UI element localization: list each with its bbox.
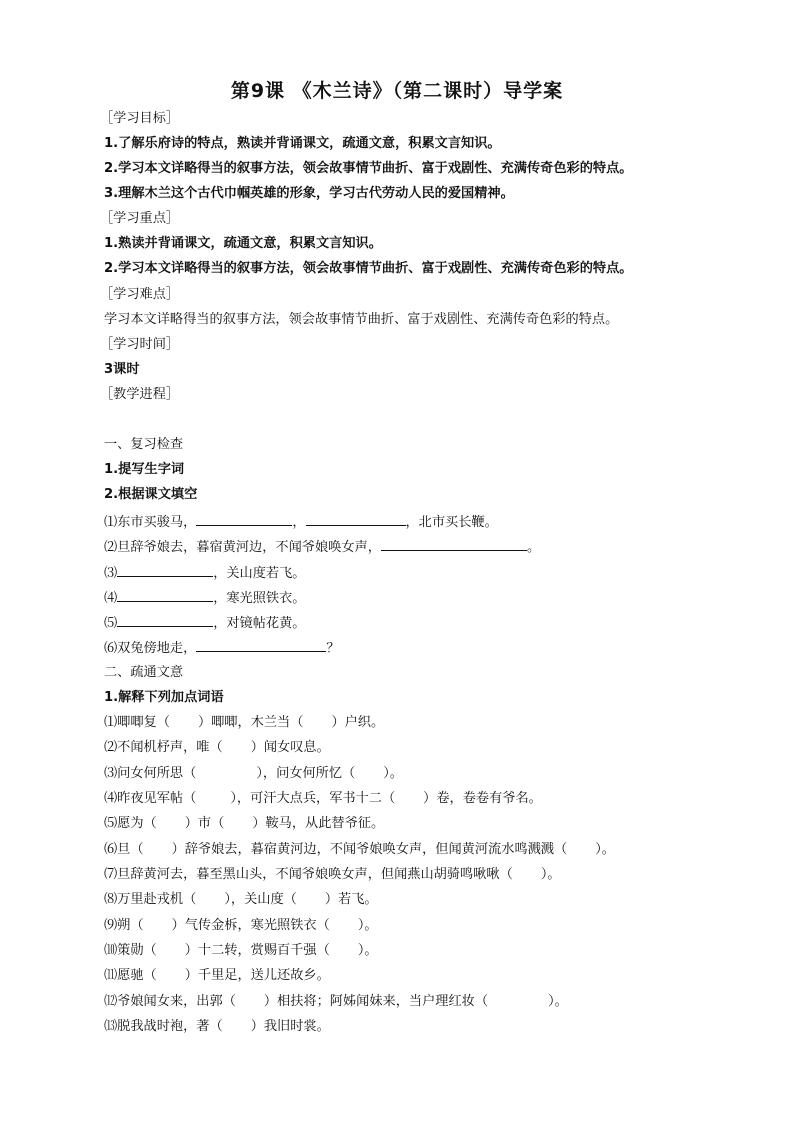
question-text: ⑶问女何所思（ (104, 766, 197, 781)
answer-blank[interactable] (117, 613, 213, 627)
part1-item2: 2.根据课文填空 (104, 487, 198, 502)
question-11 (104, 967, 330, 985)
time-header: ［学习时间］ (100, 337, 180, 352)
question-text: ⒀脱我战时袍，著（ (104, 1019, 223, 1034)
question-text: ⑽策勋（ (104, 943, 157, 958)
process-header: ［教学进程］ (100, 387, 180, 402)
question-text: ⑿爷娘闻女来，出郭（ (104, 994, 236, 1009)
question-text: ）气传金柝，寒光照铁衣（ (171, 918, 330, 933)
question-text: ⑹旦（ (104, 842, 144, 857)
question-text: ），问女何所忆（ (256, 766, 356, 781)
fill-text: ，寒光照铁衣。 (213, 591, 306, 606)
question-text: ⑸愿为（ (104, 816, 157, 831)
part2-item1: 1.解释下列加点词语 (104, 690, 224, 705)
fill-line-4 (104, 588, 306, 608)
question-4 (104, 790, 542, 808)
fill-text: ，关山度若飞。 (213, 566, 306, 581)
fill-line-5 (104, 613, 306, 633)
question-text: ⑴唧唧复（ (104, 715, 170, 730)
fill-text: ？ (326, 641, 340, 656)
question-text: ）相扶将；阿姊闻妹来，当户理红妆（ (263, 994, 489, 1009)
fill-text: ，对镜帖花黄。 (213, 616, 306, 631)
question-5 (104, 815, 384, 833)
objective-3: 3.理解木兰这个古代巾帼英雄的形象，学习古代劳动人民的爱国精神。 (104, 186, 514, 201)
fill-text: ⑹双兔傍地走， (104, 641, 197, 656)
question-text: ）。 (357, 943, 378, 958)
question-12 (104, 993, 568, 1011)
fill-text: ⑵旦辞爷娘去，暮宿黄河边，不闻爷娘唤女声， (104, 540, 381, 555)
question-text: ）。 (357, 918, 378, 933)
question-text: ）。 (595, 842, 615, 857)
part1-item1: 1.提写生字词 (104, 462, 185, 477)
objectives-header: ［学习目标］ (100, 111, 180, 126)
question-text: ⑾愿驰（ (104, 968, 157, 983)
objective-1: 1.了解乐府诗的特点，熟读并背诵课文，疏通文意，积累文言知识。 (104, 136, 501, 151)
fill-text: ⑷ (104, 591, 118, 606)
question-6 (104, 841, 615, 859)
fill-text: 。 (526, 540, 541, 555)
question-8 (104, 891, 378, 909)
question-text: ）若飞。 (324, 892, 378, 907)
question-3 (104, 765, 403, 783)
question-text: ）千里足，送儿还故乡。 (184, 968, 330, 983)
answer-blank[interactable] (117, 563, 213, 577)
question-text: ）十二转，赏赐百千强（ (184, 943, 330, 958)
answer-blank[interactable] (381, 537, 527, 551)
question-text: ）鞍马，从此替爷征。 (252, 816, 385, 831)
fill-line-6 (104, 638, 340, 658)
difficulty-text: 学习本文详略得当的叙事方法，领会故事情节曲折、富于戏剧性、充满传奇色彩的特点。 (104, 312, 619, 327)
answer-blank[interactable] (117, 588, 213, 602)
difficulty-header: ［学习难点］ (100, 287, 180, 302)
key-point-1: 1.熟读并背诵课文，疏通文意，积累文言知识。 (104, 236, 382, 251)
answer-blank[interactable] (196, 638, 326, 652)
fill-line-2 (104, 537, 540, 557)
question-13 (104, 1018, 330, 1036)
fill-text: ⑴东市买骏马， (104, 515, 197, 530)
question-text: ⑻万里赴戎机（ (104, 892, 197, 907)
part2-heading: 二、疏通文意 (104, 665, 184, 680)
page-title: 第9课 《木兰诗》（第二课时）导学案 (230, 80, 564, 102)
question-7 (104, 866, 561, 884)
time-text: 3课时 (104, 362, 140, 377)
question-text: ）。 (540, 867, 561, 882)
question-text: ⑵不闻机杼声，唯（ (104, 740, 223, 755)
question-text: ⑷昨夜见军帖（ (104, 791, 197, 806)
fill-line-1 (104, 512, 498, 532)
question-text: ），关山度（ (224, 892, 297, 907)
question-10 (104, 942, 378, 960)
answer-blank[interactable] (306, 512, 406, 526)
objective-2: 2.学习本文详略得当的叙事方法，领会故事情节曲折、富于戏剧性、充满传奇色彩的特点。 (104, 161, 633, 176)
question-2 (104, 739, 330, 757)
question-1 (104, 714, 384, 732)
question-text: ）闻女叹息。 (250, 740, 330, 755)
question-text: ⑼朔（ (104, 918, 144, 933)
fill-text: ⑶ (104, 566, 118, 581)
fill-line-3 (104, 563, 306, 583)
question-text: ）。 (383, 766, 403, 781)
question-text: ）。 (548, 994, 568, 1009)
question-text: ）卷，卷卷有爷名。 (423, 791, 542, 806)
question-text: ）市（ (184, 816, 225, 831)
fill-text: ， (292, 515, 306, 530)
key-points-header: ［学习重点］ (100, 211, 180, 226)
question-text: ⑺旦辞黄河去，暮至黑山头，不闻爷娘唤女声，但闻燕山胡骑鸣啾啾（ (104, 867, 513, 882)
question-text: ）我旧时裳。 (250, 1019, 330, 1034)
key-point-2: 2.学习本文详略得当的叙事方法，领会故事情节曲折、富于戏剧性、充满传奇色彩的特点。 (104, 261, 633, 276)
question-text: ）唧唧，木兰当（ (197, 715, 304, 730)
fill-text: ，北市买长鞭。 (405, 515, 498, 530)
question-text: ），可汗大点兵，军书十二（ (230, 791, 396, 806)
fill-text: ⑸ (104, 616, 118, 631)
answer-blank[interactable] (196, 512, 292, 526)
question-text: ）户织。 (331, 715, 385, 730)
question-text: ）辞爷娘去，暮宿黄河边，不闻爷娘唤女声，但闻黄河流水鸣溅溅（ (171, 842, 568, 857)
part1-heading: 一、复习检查 (104, 437, 184, 452)
question-9 (104, 917, 378, 935)
